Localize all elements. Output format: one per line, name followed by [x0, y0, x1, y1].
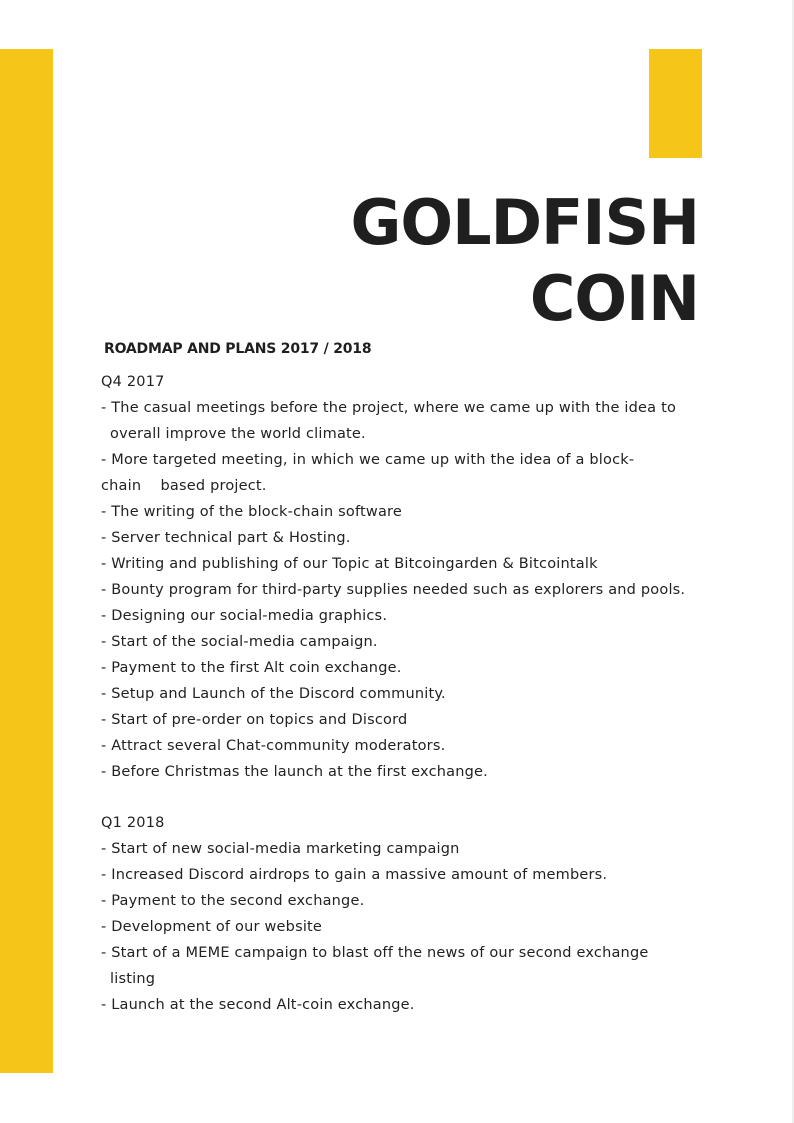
accent-block-top	[649, 49, 702, 158]
section-heading: Q1 2018	[101, 815, 165, 831]
list-item: - Server technical part & Hosting.	[101, 530, 351, 546]
list-item: - Designing our social-media graphics.	[101, 608, 388, 624]
page-title	[350, 185, 699, 337]
title-line-2: COIN	[529, 262, 699, 335]
list-item: - Start of a MEME campaign to blast off the news of our second exchange	[101, 945, 649, 961]
list-item: - Development of our website	[101, 919, 323, 935]
list-item: - Attract several Chat-community moderators.	[101, 738, 446, 754]
roadmap-subtitle: ROADMAP AND PLANS 2017 / 2018	[104, 341, 372, 357]
list-item: - The casual meetings before the project, where we came up with the idea to	[101, 400, 677, 416]
list-item: - Writing and publishing of our Topic at Bitcoingarden & Bitcointalk	[101, 556, 598, 572]
list-item: - Setup and Launch of the Discord community.	[101, 686, 446, 702]
list-item-continuation: overall improve the world climate.	[110, 426, 366, 442]
list-item: - Start of the social-media campaign.	[101, 634, 378, 650]
list-item: - Before Christmas the launch at the first exchange.	[101, 764, 488, 780]
list-item: - Bounty program for third-party supplies needed such as explorers and pools.	[101, 582, 686, 598]
list-item: - Start of pre-order on topics and Discord	[101, 712, 408, 728]
list-item: - Increased Discord airdrops to gain a massive amount of members.	[101, 867, 608, 883]
list-item: - Payment to the second exchange.	[101, 893, 365, 909]
list-item-continuation: listing	[110, 971, 156, 987]
accent-bar-left	[0, 49, 53, 1073]
section-q1-2018	[101, 810, 701, 1018]
section-heading: Q4 2017	[101, 374, 165, 390]
list-item: - Start of new social-media marketing campaign	[101, 841, 460, 857]
list-item: - Payment to the first Alt coin exchange.	[101, 660, 402, 676]
list-item: - The writing of the block-chain software	[101, 504, 403, 520]
list-item-continuation: chain based project.	[101, 478, 267, 494]
title-line-1: GOLDFISH	[350, 186, 699, 259]
list-item: - More targeted meeting, in which we came up with the idea of a block-	[101, 452, 635, 468]
list-item: - Launch at the second Alt-coin exchange.	[101, 997, 415, 1013]
section-q4-2017	[101, 369, 701, 785]
